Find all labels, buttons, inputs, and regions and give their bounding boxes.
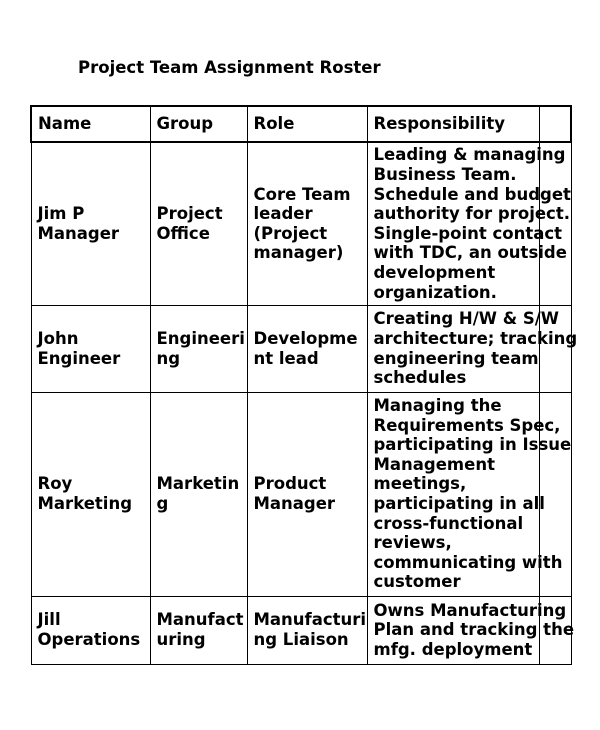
- table-row: [31, 596, 571, 664]
- table-row: [31, 392, 571, 596]
- cell-responsibility: Leading & managing Business Team. Schedule and budget authority for project. Single-point contact with TDC, an outside development organization.: [367, 142, 539, 305]
- cell-role: Core Team leader (Project manager): [247, 142, 367, 305]
- cell-responsibility: Owns Manufacturing Plan and tracking the mfg. deployment: [367, 596, 539, 664]
- header-responsibility: Responsibility: [367, 106, 539, 142]
- cell-role: Developme nt lead: [247, 305, 367, 392]
- cell-role: Manufacturi ng Liaison: [247, 596, 367, 664]
- header-blank: [539, 106, 571, 142]
- header-role: Role: [247, 106, 367, 142]
- table-row: [31, 142, 571, 305]
- cell-role: Product Manager: [247, 392, 367, 596]
- cell-responsibility: Managing the Requirements Spec, participating in Issue Management meetings, participating in all cross-functional reviews, communicating with customer: [367, 392, 539, 596]
- cell-name: John Engineer: [31, 305, 150, 392]
- cell-name: Jill Operations: [31, 596, 150, 664]
- cell-group: Project Office: [150, 142, 247, 305]
- table-row: [31, 305, 571, 392]
- roster-table: [30, 105, 578, 665]
- header-name: Name: [31, 106, 150, 142]
- cell-group: Marketin g: [150, 392, 247, 596]
- header-row: [31, 106, 571, 142]
- cell-name: Roy Marketing: [31, 392, 150, 596]
- cell-name: Jim P Manager: [31, 142, 150, 305]
- header-group: Group: [150, 106, 247, 142]
- cell-responsibility: Creating H/W & S/W architecture; tracking engineering team schedules: [367, 305, 539, 392]
- cell-group: Engineeri ng: [150, 305, 247, 392]
- cell-group: Manufact uring: [150, 596, 247, 664]
- document-title: Project Team Assignment Roster: [78, 58, 381, 77]
